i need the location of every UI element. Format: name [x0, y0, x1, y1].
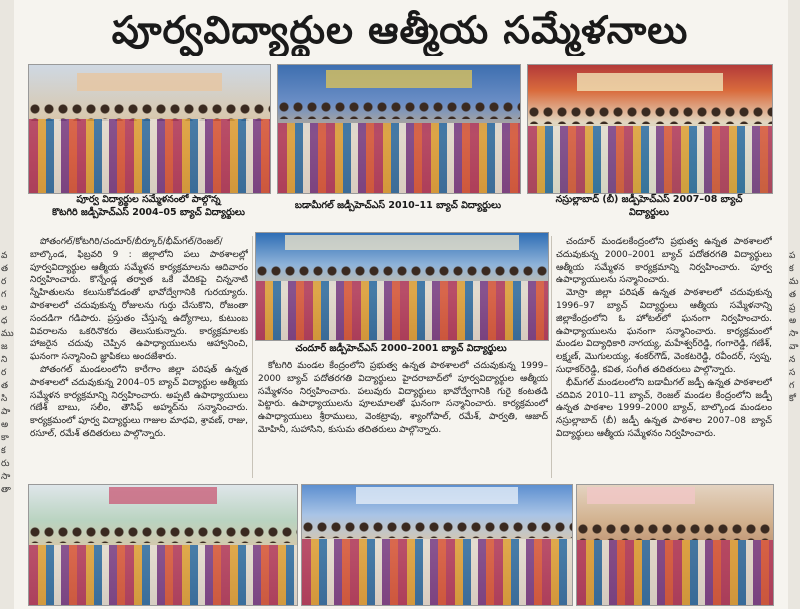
- edge-glyph: సి: [1, 394, 8, 404]
- edge-glyph: త: [1, 264, 9, 274]
- column-divider: [252, 236, 253, 478]
- caption-line: చందూర్ జడ్పీహెచ్‌ఎస్ 2000–2001 బ్యాచ్ విద్యార్థులు: [295, 343, 507, 354]
- column-divider: [551, 236, 552, 478]
- edge-glyph: అ: [1, 420, 9, 430]
- caption-chandur: [255, 342, 547, 355]
- edge-glyph: వ: [1, 251, 8, 261]
- edge-glyph: తా: [1, 485, 11, 495]
- edge-glyph: మ: [789, 277, 799, 287]
- photo-chandur: [255, 232, 549, 341]
- edge-glyph: కా: [1, 433, 9, 443]
- edge-glyph: క: [1, 446, 6, 456]
- edge-glyph: వా: [789, 342, 799, 352]
- edge-glyph: న: [789, 355, 796, 365]
- article-column-left: [30, 236, 248, 474]
- headline: పూర్వవిద్యార్థుల ఆత్మీయ సమ్మేళనాలు: [111, 8, 689, 52]
- paragraph: చందూర్ మండలకేంద్రంలోని ప్రభుత్వ ఉన్నత పాఠశాలలో చదువుకున్న 2000–2001 బ్యాచ్ పదోతరగతి విద్యార్థులు ఆత్మీయ సమ్మేళన కార్యక్రమాన్ని నిర్వహించారు. పూర్వ ఉపాధ్యాయులను సన్మానించారు.: [556, 237, 772, 286]
- edge-glyph: కో: [789, 394, 796, 404]
- caption-line: విద్యార్థులు: [629, 207, 669, 218]
- edge-glyph: ర: [1, 277, 7, 287]
- photo-nasrullabad: [527, 64, 773, 194]
- caption-kothagudem: [28, 193, 269, 219]
- caption-nasrullabad: [527, 193, 771, 219]
- photo-kothagudem: [28, 64, 271, 194]
- edge-glyph: ము: [1, 329, 14, 339]
- caption-line: బడామీగల్ జడ్పీహెచ్‌ఎస్ 2010–11 బ్యాచ్ విద్యార్థులు: [294, 200, 502, 211]
- caption-line: కొటగిరి జడ్పీహెచ్‌ఎస్ 2004–05 బ్యాచ్ విద్యార్థులు: [52, 207, 245, 218]
- paragraph: భీమ్‌గల్ మండలంలోని బడామీగల్ జడ్పీ ఉన్నత పాఠశాలలో చదివిన 2010–11 బ్యాచ్, రెంజల్ మండల కేంద్రంలోని జడ్పీ ఉన్నత పాఠశాల 1999–2000 బ్యాచ్, బాల్కొండ మండలం నస్రుల్లాబాద్ (బీ) జడ్పీ ఉన్నత పాఠశాల 2007–08 బ్యాచ్ విద్యార్థులు ఆత్మీయ సమ్మేళనం నిర్వహించారు.: [556, 377, 772, 439]
- edge-glyph: గ: [1, 290, 7, 300]
- photo-bottom-middle: [301, 484, 573, 606]
- caption-badami: [277, 199, 519, 212]
- edge-glyph: రు: [1, 459, 10, 469]
- paragraph: పోతంగల్/కోటగిరి/చందూర్/బీర్కూర్/భీమ్‌గల్/రెంజల్/బాల్కొండ, ఫిబ్రవరి 9 : జిల్లాలోని పలు పాఠశాలల్లో పూర్వవిద్యార్థుల ఆత్మీయ సమ్మేళన కార్యక్రమాలను ఆదివారం నిర్వహించారు. కొన్నేండ్ల తర్వాత ఒకే వేదికపై చిన్ననాటి స్నేహితులను కలుసుకోవడంతో భావోద్వేగానికి గురయ్యారు. పాఠశాలలో చదువుకున్న రోజులను గుర్తు చేసుకొని, రోజంతా సందడిగా గడిపారు. ప్రస్తుతం చేస్తున్న ఉద్యోగాలు, కుటుంబ వివరాలను ఒకరినొకరు తెలుసుకున్నారు. కార్యక్రమాలకు హాజరైన చదువు చెప్పిన ఉపాధ్యాయులను ఆహ్వానించి, ఘనంగా సన్మానించి జ్ఞాపికలు అందజేశారు.: [30, 237, 248, 363]
- paragraph: పోతంగల్ మండలంలోని కారేగాం జిల్లా పరిషత్ ఉన్నత పాఠశాలలో చదువుకున్న 2004–05 బ్యాచ్ విద్యార్థుల ఆత్మీయ సమ్మేళన కార్యక్రమాన్ని నిర్వహించారు. అప్పటి ఉపాధ్యాయులు గణేశ్ బాబు, సలీం, తౌసిఫ్ అహ్మద్‌ను సన్మానించారు. కార్యక్రమంలో పూర్వ విద్యార్థులు గాజుల మాధవి, శ్రావణ్, రాజు, రసూల్, రమేశ్ తదితరులు పాల్గొన్నారు.: [30, 364, 248, 439]
- edge-glyph: సా: [1, 472, 11, 482]
- edge-glyph: స: [789, 368, 796, 378]
- edge-glyph: ధ: [1, 316, 8, 326]
- photo-bottom-right: [576, 484, 774, 606]
- edge-glyph: సా: [789, 329, 799, 339]
- edge-glyph: ర: [1, 368, 7, 378]
- edge-glyph: జ: [1, 342, 8, 352]
- article-column-middle: [258, 360, 548, 478]
- caption-line: నస్రుల్లాబాద్ (బీ) జడ్పీహెచ్‌ఎస్ 2007–08 బ్యాచ్: [555, 194, 743, 205]
- photo-badami: [277, 64, 521, 194]
- paragraph: కోటగిరి మండల కేంద్రంలోని ప్రభుత్వ ఉన్నత పాఠశాలలో చదువుకున్న 1999–2000 బ్యాచ్ పదోతరగతి విద్యార్థులు హైదరాబాద్‌లో పూర్వవిద్యార్థుల ఆత్మీయ సమ్మేళనం నిర్వహించారు. పలువురు విద్యార్థులు భావోద్వేగానికి గురై కంటతడి పెట్టారు. ఉపాధ్యాయులను పూలమాలతో ఘనంగా సన్మానించారు. కార్యక్రమంలో ఉపాధ్యాయులు శ్రీరాములు, వెంకట్రావు, శ్యాంగోపాల్, రమేశ్, పార్వతి, ఆజాద్ మోహినీ, సుహాసిని, కుసుమ తదితరులు పాల్గొన్నారు.: [258, 361, 548, 435]
- article-column-right: [556, 236, 772, 478]
- edge-glyph: ప్ర: [789, 303, 796, 313]
- edge-glyph: త: [1, 381, 9, 391]
- edge-glyph: గ: [789, 381, 795, 391]
- edge-glyph: ప: [789, 251, 796, 261]
- paragraph: మోస్రా జిల్లా పరిషత్ ఉన్నత పాఠశాలలో చదువుకున్న 1996–97 బ్యాచ్ విద్యార్థులు ఆత్మీయ సమ్మేళనాన్ని జిల్లాకేంద్రంలోని ఓ హోటల్‌లో ఘనంగా నిర్వహించారు. ఉపాధ్యాయులను ఘనంగా సన్మానించారు. కార్యక్రమంలో మండల విద్యాధికారి నాగయ్య, మహేశ్వర్‌రెడ్డి, గంగారెడ్డి, గణేశ్, లక్ష్మణ్, మొగులయ్య, శంకర్‌గౌడ్, వెంకటరెడ్డి, రవీందర్, స్వప్న, సుధాకర్‌రెడ్డి, కవిత, సంగీత తదితరులు పాల్గొన్నారు.: [556, 288, 772, 375]
- photo-bottom-left: [28, 484, 298, 606]
- edge-glyph: త: [789, 290, 797, 300]
- edge-glyph: పా: [1, 407, 11, 417]
- caption-line: పూర్వ విద్యార్థుల సమ్మేళనంలో పాల్గొన్న: [76, 194, 221, 205]
- edge-glyph: ని: [1, 355, 8, 365]
- edge-glyph: అ: [789, 316, 797, 326]
- edge-glyph: ల: [1, 303, 8, 313]
- edge-glyph: క: [789, 264, 794, 274]
